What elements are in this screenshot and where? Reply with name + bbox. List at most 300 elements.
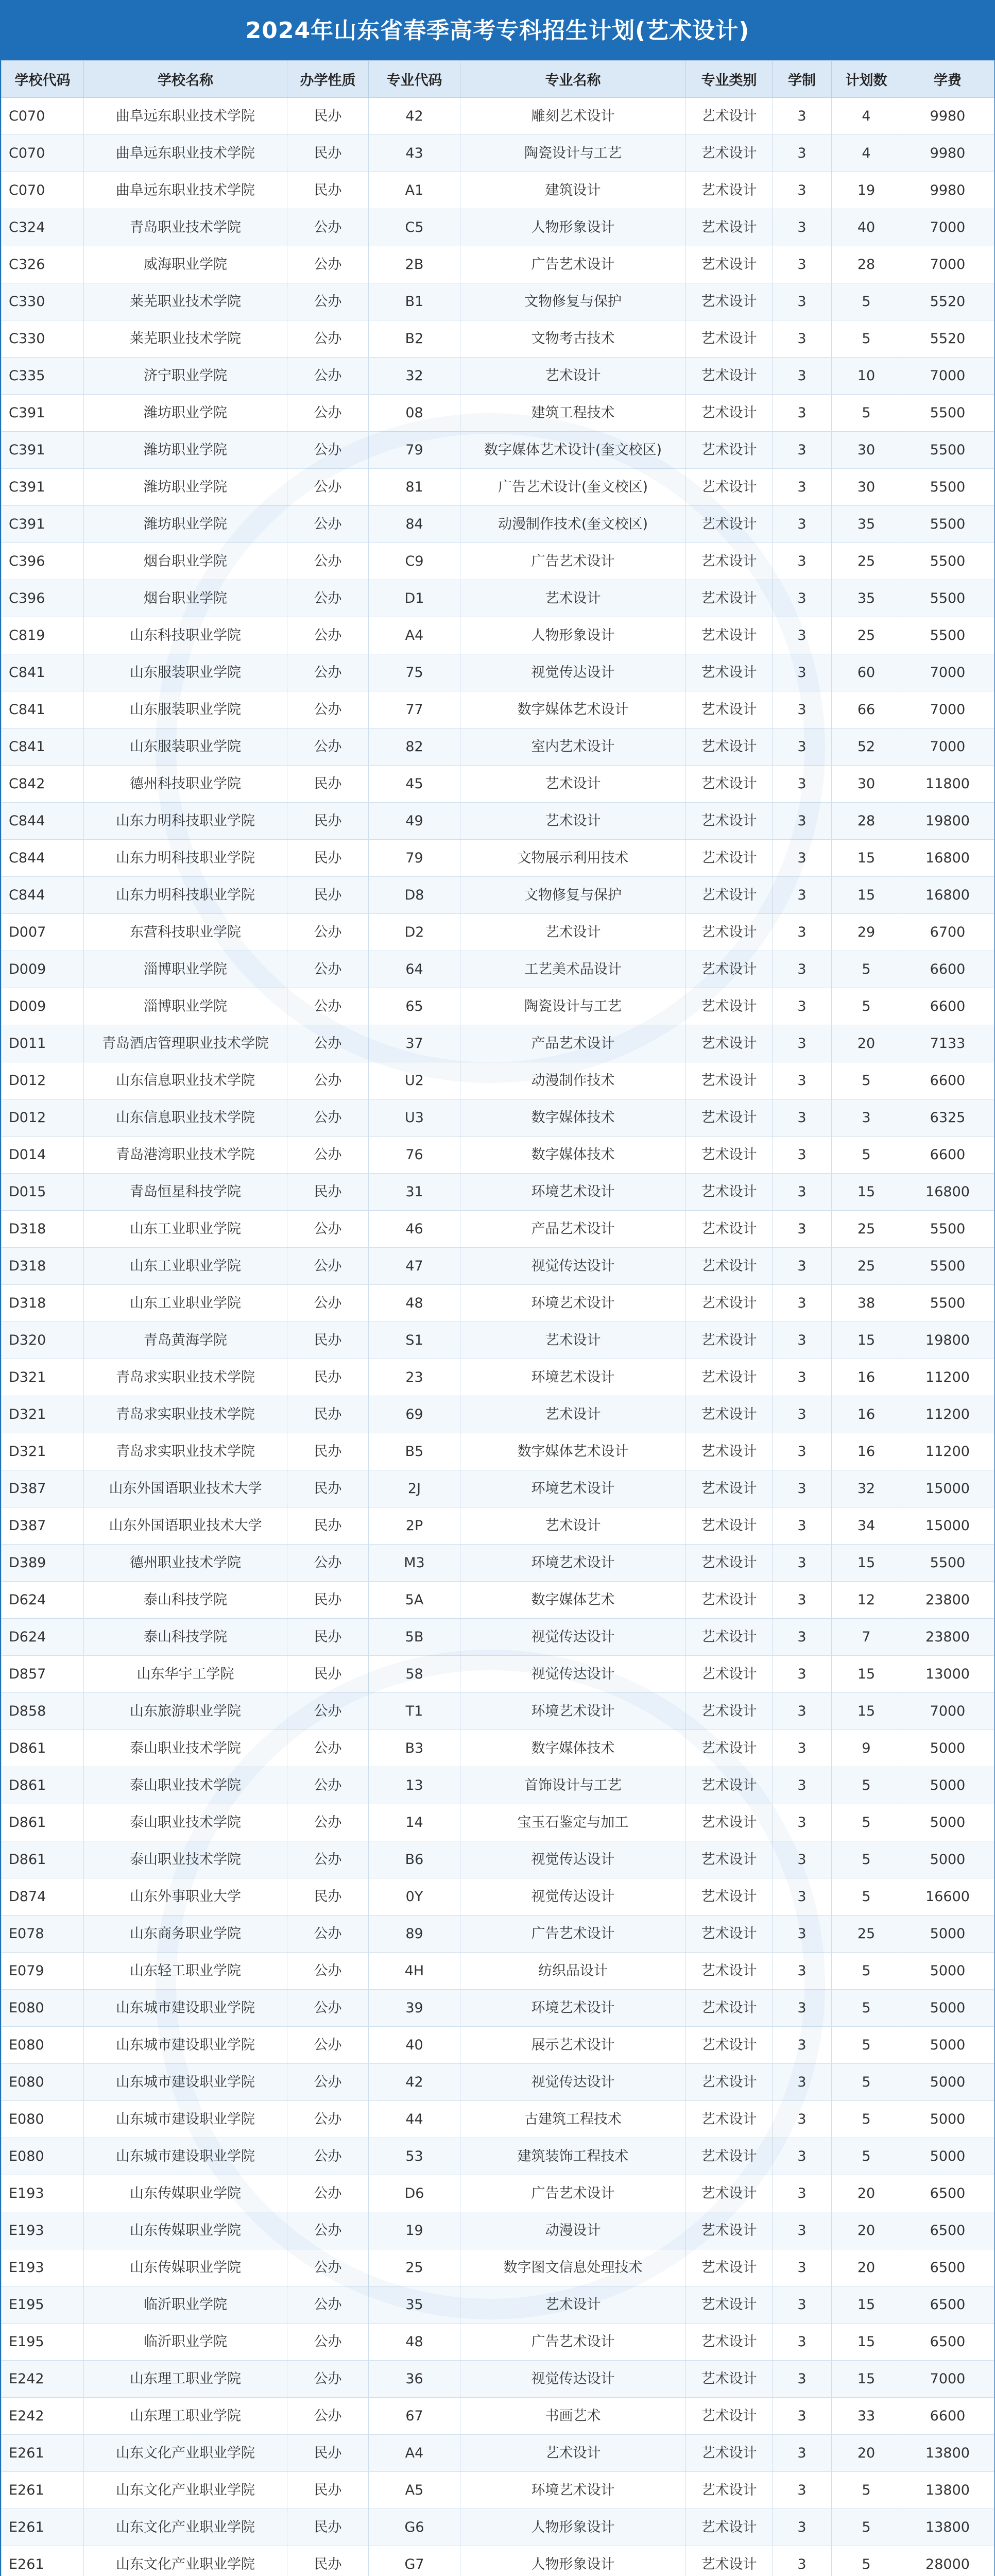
duration-cell: 3 bbox=[773, 1693, 832, 1730]
major-category-cell: 艺术设计 bbox=[686, 506, 773, 543]
tuition-cell: 9980 bbox=[901, 172, 994, 209]
major-code-cell: M3 bbox=[369, 1545, 460, 1582]
tuition-cell: 7000 bbox=[901, 728, 994, 766]
table-row bbox=[2, 2324, 994, 2361]
school-type-cell: 公办 bbox=[287, 1062, 369, 1099]
duration-cell: 3 bbox=[773, 914, 832, 951]
school-type-cell: 民办 bbox=[287, 1470, 369, 1507]
school-name-cell: 泰山职业技术学院 bbox=[84, 1804, 287, 1841]
school-name-cell: 青岛恒星科技学院 bbox=[84, 1174, 287, 1211]
major-code-cell: 43 bbox=[369, 135, 460, 172]
school-type-cell: 公办 bbox=[287, 691, 369, 728]
major-name-cell: 雕刻艺术设计 bbox=[460, 98, 686, 135]
tuition-cell: 16600 bbox=[901, 1878, 994, 1916]
school-type-cell: 公办 bbox=[287, 2175, 369, 2212]
major-name-cell: 数字媒体技术 bbox=[460, 1099, 686, 1137]
major-name-cell: 视觉传达设计 bbox=[460, 2064, 686, 2101]
tuition-cell: 6600 bbox=[901, 1062, 994, 1099]
plan-count-cell: 16 bbox=[832, 1433, 901, 1470]
school-name-cell: 莱芜职业技术学院 bbox=[84, 320, 287, 358]
table-row bbox=[2, 320, 994, 358]
tuition-cell: 6500 bbox=[901, 2286, 994, 2324]
duration-cell: 3 bbox=[773, 1545, 832, 1582]
major-name-cell: 视觉传达设计 bbox=[460, 1841, 686, 1878]
duration-cell: 3 bbox=[773, 283, 832, 320]
major-name-cell: 环境艺术设计 bbox=[460, 1359, 686, 1396]
plan-count-cell: 3 bbox=[832, 1099, 901, 1137]
school-code-cell: E193 bbox=[2, 2212, 84, 2249]
tuition-cell: 6600 bbox=[901, 2398, 994, 2435]
major-code-cell: A5 bbox=[369, 2472, 460, 2509]
major-code-cell: B3 bbox=[369, 1730, 460, 1767]
major-code-cell: U2 bbox=[369, 1062, 460, 1099]
table-row bbox=[2, 172, 994, 209]
table-row bbox=[2, 2249, 994, 2286]
plan-count-cell: 5 bbox=[832, 2027, 901, 2064]
duration-cell: 3 bbox=[773, 1359, 832, 1396]
duration-cell: 3 bbox=[773, 1804, 832, 1841]
major-code-cell: 08 bbox=[369, 395, 460, 432]
major-name-cell: 工艺美术品设计 bbox=[460, 951, 686, 988]
major-name-cell: 环境艺术设计 bbox=[460, 1285, 686, 1322]
major-code-cell: 45 bbox=[369, 766, 460, 803]
plan-count-cell: 15 bbox=[832, 840, 901, 877]
school-type-cell: 公办 bbox=[287, 2398, 369, 2435]
major-category-cell: 艺术设计 bbox=[686, 135, 773, 172]
major-category-cell: 艺术设计 bbox=[686, 2212, 773, 2249]
major-name-cell: 建筑工程技术 bbox=[460, 395, 686, 432]
school-code-cell: C391 bbox=[2, 469, 84, 506]
school-name-cell: 德州职业技术学院 bbox=[84, 1545, 287, 1582]
duration-cell: 3 bbox=[773, 1174, 832, 1211]
school-type-cell: 公办 bbox=[287, 654, 369, 691]
school-type-cell: 公办 bbox=[287, 1211, 369, 1248]
school-name-cell: 山东理工职业学院 bbox=[84, 2361, 287, 2398]
table-row bbox=[2, 1953, 994, 1990]
school-code-cell: D321 bbox=[2, 1433, 84, 1470]
table-row bbox=[2, 358, 994, 395]
tuition-cell: 6600 bbox=[901, 988, 994, 1025]
major-code-cell: B6 bbox=[369, 1841, 460, 1878]
school-code-cell: E242 bbox=[2, 2398, 84, 2435]
major-code-cell: 82 bbox=[369, 728, 460, 766]
major-name-cell: 数字媒体技术 bbox=[460, 1137, 686, 1174]
tuition-cell: 5000 bbox=[901, 1990, 994, 2027]
school-code-cell: C396 bbox=[2, 543, 84, 580]
school-type-cell: 民办 bbox=[287, 877, 369, 914]
school-name-cell: 山东华宇工学院 bbox=[84, 1656, 287, 1693]
major-name-cell: 书画艺术 bbox=[460, 2398, 686, 2435]
duration-cell: 3 bbox=[773, 358, 832, 395]
table-row bbox=[2, 543, 994, 580]
major-name-cell: 艺术设计 bbox=[460, 2286, 686, 2324]
major-name-cell: 环境艺术设计 bbox=[460, 2472, 686, 2509]
school-code-cell: D858 bbox=[2, 1693, 84, 1730]
tuition-cell: 16800 bbox=[901, 877, 994, 914]
major-name-cell: 数字媒体技术 bbox=[460, 1730, 686, 1767]
duration-cell: 3 bbox=[773, 2101, 832, 2138]
table-row bbox=[2, 98, 994, 135]
plan-count-cell: 25 bbox=[832, 1916, 901, 1953]
major-category-cell: 艺术设计 bbox=[686, 1025, 773, 1062]
duration-cell: 3 bbox=[773, 1470, 832, 1507]
duration-cell: 3 bbox=[773, 2249, 832, 2286]
duration-cell: 3 bbox=[773, 1099, 832, 1137]
school-name-cell: 淄博职业学院 bbox=[84, 988, 287, 1025]
school-name-cell: 山东文化产业职业学院 bbox=[84, 2435, 287, 2472]
major-category-cell: 艺术设计 bbox=[686, 617, 773, 654]
school-type-cell: 公办 bbox=[287, 1137, 369, 1174]
table-row bbox=[2, 2435, 994, 2472]
tuition-cell: 19800 bbox=[901, 803, 994, 840]
school-type-cell: 公办 bbox=[287, 1804, 369, 1841]
school-type-cell: 公办 bbox=[287, 2286, 369, 2324]
tuition-cell: 5500 bbox=[901, 1248, 994, 1285]
plan-count-cell: 30 bbox=[832, 469, 901, 506]
school-name-cell: 潍坊职业学院 bbox=[84, 469, 287, 506]
tuition-cell: 23800 bbox=[901, 1582, 994, 1619]
school-code-cell: C844 bbox=[2, 803, 84, 840]
school-type-cell: 公办 bbox=[287, 1953, 369, 1990]
plan-count-cell: 28 bbox=[832, 803, 901, 840]
school-code-cell: D318 bbox=[2, 1285, 84, 1322]
plan-count-cell: 15 bbox=[832, 2361, 901, 2398]
plan-count-cell: 15 bbox=[832, 1322, 901, 1359]
school-name-cell: 泰山职业技术学院 bbox=[84, 1767, 287, 1804]
major-name-cell: 艺术设计 bbox=[460, 766, 686, 803]
tuition-cell: 5500 bbox=[901, 395, 994, 432]
major-name-cell: 环境艺术设计 bbox=[460, 1470, 686, 1507]
school-code-cell: D318 bbox=[2, 1211, 84, 1248]
major-code-cell: D6 bbox=[369, 2175, 460, 2212]
major-code-cell: 13 bbox=[369, 1767, 460, 1804]
duration-cell: 3 bbox=[773, 98, 832, 135]
school-type-cell: 公办 bbox=[287, 246, 369, 283]
tuition-cell: 7000 bbox=[901, 358, 994, 395]
school-name-cell: 山东文化产业职业学院 bbox=[84, 2509, 287, 2546]
duration-cell: 3 bbox=[773, 1507, 832, 1545]
school-code-cell: E193 bbox=[2, 2175, 84, 2212]
table-row bbox=[2, 135, 994, 172]
school-code-cell: D861 bbox=[2, 1841, 84, 1878]
school-code-cell: E261 bbox=[2, 2546, 84, 2576]
column-header-major-category: 专业类别 bbox=[686, 61, 773, 98]
duration-cell: 3 bbox=[773, 469, 832, 506]
school-type-cell: 民办 bbox=[287, 2435, 369, 2472]
tuition-cell: 7000 bbox=[901, 246, 994, 283]
duration-cell: 3 bbox=[773, 246, 832, 283]
duration-cell: 3 bbox=[773, 2212, 832, 2249]
plan-count-cell: 40 bbox=[832, 209, 901, 246]
school-type-cell: 民办 bbox=[287, 2472, 369, 2509]
school-name-cell: 临沂职业学院 bbox=[84, 2286, 287, 2324]
school-code-cell: C391 bbox=[2, 395, 84, 432]
school-name-cell: 潍坊职业学院 bbox=[84, 506, 287, 543]
table-row bbox=[2, 580, 994, 617]
school-type-cell: 民办 bbox=[287, 1396, 369, 1433]
major-category-cell: 艺术设计 bbox=[686, 1916, 773, 1953]
school-name-cell: 莱芜职业技术学院 bbox=[84, 283, 287, 320]
school-code-cell: E193 bbox=[2, 2249, 84, 2286]
school-name-cell: 山东外国语职业技术大学 bbox=[84, 1507, 287, 1545]
column-header-duration: 学制 bbox=[773, 61, 832, 98]
major-name-cell: 视觉传达设计 bbox=[460, 2361, 686, 2398]
school-type-cell: 公办 bbox=[287, 543, 369, 580]
school-name-cell: 山东城市建设职业学院 bbox=[84, 2101, 287, 2138]
major-name-cell: 文物修复与保护 bbox=[460, 877, 686, 914]
duration-cell: 3 bbox=[773, 2027, 832, 2064]
plan-count-cell: 25 bbox=[832, 543, 901, 580]
school-code-cell: C070 bbox=[2, 135, 84, 172]
column-header-major-code: 专业代码 bbox=[369, 61, 460, 98]
duration-cell: 3 bbox=[773, 2398, 832, 2435]
table-row bbox=[2, 1211, 994, 1248]
tuition-cell: 5520 bbox=[901, 283, 994, 320]
school-type-cell: 民办 bbox=[287, 1174, 369, 1211]
table-body bbox=[2, 98, 994, 2576]
table-row bbox=[2, 1804, 994, 1841]
plan-count-cell: 15 bbox=[832, 1174, 901, 1211]
school-type-cell: 公办 bbox=[287, 1545, 369, 1582]
major-name-cell: 纺织品设计 bbox=[460, 1953, 686, 1990]
table-row bbox=[2, 2027, 994, 2064]
duration-cell: 3 bbox=[773, 1582, 832, 1619]
major-name-cell: 艺术设计 bbox=[460, 1507, 686, 1545]
school-code-cell: D389 bbox=[2, 1545, 84, 1582]
major-category-cell: 艺术设计 bbox=[686, 172, 773, 209]
duration-cell: 3 bbox=[773, 320, 832, 358]
school-code-cell: C844 bbox=[2, 840, 84, 877]
major-category-cell: 艺术设计 bbox=[686, 1693, 773, 1730]
plan-count-cell: 5 bbox=[832, 1953, 901, 1990]
major-name-cell: 建筑设计 bbox=[460, 172, 686, 209]
table-row bbox=[2, 951, 994, 988]
plan-count-cell: 33 bbox=[832, 2398, 901, 2435]
table-row bbox=[2, 1767, 994, 1804]
plan-count-cell: 16 bbox=[832, 1396, 901, 1433]
table-row bbox=[2, 2398, 994, 2435]
tuition-cell: 11200 bbox=[901, 1433, 994, 1470]
tuition-cell: 5000 bbox=[901, 1767, 994, 1804]
major-category-cell: 艺术设计 bbox=[686, 1582, 773, 1619]
school-code-cell: E242 bbox=[2, 2361, 84, 2398]
major-name-cell: 首饰设计与工艺 bbox=[460, 1767, 686, 1804]
school-type-cell: 公办 bbox=[287, 358, 369, 395]
major-code-cell: 58 bbox=[369, 1656, 460, 1693]
major-category-cell: 艺术设计 bbox=[686, 1730, 773, 1767]
school-code-cell: C324 bbox=[2, 209, 84, 246]
duration-cell: 3 bbox=[773, 951, 832, 988]
column-header-school-type: 办学性质 bbox=[287, 61, 369, 98]
plan-count-cell: 5 bbox=[832, 2472, 901, 2509]
major-name-cell: 艺术设计 bbox=[460, 1322, 686, 1359]
duration-cell: 3 bbox=[773, 1062, 832, 1099]
plan-count-cell: 15 bbox=[832, 1545, 901, 1582]
school-code-cell: C330 bbox=[2, 283, 84, 320]
school-name-cell: 山东工业职业学院 bbox=[84, 1248, 287, 1285]
school-code-cell: C070 bbox=[2, 172, 84, 209]
major-name-cell: 艺术设计 bbox=[460, 1396, 686, 1433]
duration-cell: 3 bbox=[773, 1248, 832, 1285]
school-name-cell: 潍坊职业学院 bbox=[84, 395, 287, 432]
major-code-cell: 5B bbox=[369, 1619, 460, 1656]
major-name-cell: 人物形象设计 bbox=[460, 2546, 686, 2576]
plan-count-cell: 5 bbox=[832, 283, 901, 320]
major-category-cell: 艺术设计 bbox=[686, 2175, 773, 2212]
duration-cell: 3 bbox=[773, 1211, 832, 1248]
school-code-cell: C070 bbox=[2, 98, 84, 135]
plan-count-cell: 5 bbox=[832, 1137, 901, 1174]
tuition-cell: 15000 bbox=[901, 1507, 994, 1545]
plan-count-cell: 25 bbox=[832, 1211, 901, 1248]
tuition-cell: 7000 bbox=[901, 691, 994, 728]
school-name-cell: 青岛职业技术学院 bbox=[84, 209, 287, 246]
tuition-cell: 5000 bbox=[901, 1841, 994, 1878]
major-category-cell: 艺术设计 bbox=[686, 728, 773, 766]
tuition-cell: 5500 bbox=[901, 1285, 994, 1322]
duration-cell: 3 bbox=[773, 209, 832, 246]
major-code-cell: 42 bbox=[369, 98, 460, 135]
school-name-cell: 山东城市建设职业学院 bbox=[84, 2064, 287, 2101]
school-name-cell: 山东旅游职业学院 bbox=[84, 1693, 287, 1730]
school-name-cell: 山东力明科技职业学院 bbox=[84, 803, 287, 840]
plan-count-cell: 16 bbox=[832, 1359, 901, 1396]
tuition-cell: 28000 bbox=[901, 2546, 994, 2576]
tuition-cell: 6500 bbox=[901, 2249, 994, 2286]
duration-cell: 3 bbox=[773, 506, 832, 543]
major-name-cell: 广告艺术设计 bbox=[460, 2175, 686, 2212]
school-type-cell: 公办 bbox=[287, 951, 369, 988]
school-name-cell: 淄博职业学院 bbox=[84, 951, 287, 988]
plan-count-cell: 10 bbox=[832, 358, 901, 395]
plan-count-cell: 5 bbox=[832, 988, 901, 1025]
major-code-cell: 2P bbox=[369, 1507, 460, 1545]
school-type-cell: 民办 bbox=[287, 98, 369, 135]
school-name-cell: 临沂职业学院 bbox=[84, 2324, 287, 2361]
school-code-cell: C841 bbox=[2, 654, 84, 691]
table-row bbox=[2, 1433, 994, 1470]
school-type-cell: 公办 bbox=[287, 2138, 369, 2175]
major-category-cell: 艺术设计 bbox=[686, 988, 773, 1025]
major-name-cell: 数字媒体艺术设计 bbox=[460, 691, 686, 728]
tuition-cell: 6700 bbox=[901, 914, 994, 951]
major-name-cell: 数字媒体艺术设计 bbox=[460, 1433, 686, 1470]
duration-cell: 3 bbox=[773, 432, 832, 469]
table-row bbox=[2, 209, 994, 246]
school-code-cell: D861 bbox=[2, 1730, 84, 1767]
duration-cell: 3 bbox=[773, 1841, 832, 1878]
table-row bbox=[2, 1730, 994, 1767]
school-code-cell: E078 bbox=[2, 1916, 84, 1953]
table-row bbox=[2, 1174, 994, 1211]
plan-count-cell: 7 bbox=[832, 1619, 901, 1656]
tuition-cell: 5500 bbox=[901, 469, 994, 506]
major-name-cell: 动漫制作技术(奎文校区) bbox=[460, 506, 686, 543]
tuition-cell: 6600 bbox=[901, 951, 994, 988]
table-row bbox=[2, 1099, 994, 1137]
school-code-cell: C391 bbox=[2, 506, 84, 543]
major-category-cell: 艺术设计 bbox=[686, 2324, 773, 2361]
school-type-cell: 民办 bbox=[287, 1878, 369, 1916]
table-row bbox=[2, 728, 994, 766]
school-name-cell: 曲阜远东职业技术学院 bbox=[84, 135, 287, 172]
major-name-cell: 数字媒体艺术 bbox=[460, 1582, 686, 1619]
major-code-cell: 23 bbox=[369, 1359, 460, 1396]
duration-cell: 3 bbox=[773, 1433, 832, 1470]
duration-cell: 3 bbox=[773, 654, 832, 691]
school-code-cell: C396 bbox=[2, 580, 84, 617]
major-code-cell: 2B bbox=[369, 246, 460, 283]
table-row bbox=[2, 877, 994, 914]
plan-count-cell: 34 bbox=[832, 1507, 901, 1545]
major-name-cell: 数字媒体艺术设计(奎文校区) bbox=[460, 432, 686, 469]
table-row bbox=[2, 1878, 994, 1916]
tuition-cell: 5500 bbox=[901, 1545, 994, 1582]
school-type-cell: 公办 bbox=[287, 1693, 369, 1730]
tuition-cell: 16800 bbox=[901, 1174, 994, 1211]
school-type-cell: 民办 bbox=[287, 1433, 369, 1470]
school-type-cell: 公办 bbox=[287, 2101, 369, 2138]
table-header-row bbox=[2, 61, 994, 98]
major-name-cell: 人物形象设计 bbox=[460, 617, 686, 654]
plan-count-cell: 9 bbox=[832, 1730, 901, 1767]
plan-count-cell: 15 bbox=[832, 877, 901, 914]
school-code-cell: E079 bbox=[2, 1953, 84, 1990]
plan-count-cell: 30 bbox=[832, 766, 901, 803]
school-name-cell: 曲阜远东职业技术学院 bbox=[84, 98, 287, 135]
duration-cell: 3 bbox=[773, 1025, 832, 1062]
school-type-cell: 民办 bbox=[287, 1656, 369, 1693]
school-name-cell: 济宁职业学院 bbox=[84, 358, 287, 395]
major-code-cell: 77 bbox=[369, 691, 460, 728]
school-name-cell: 青岛黄海学院 bbox=[84, 1322, 287, 1359]
tuition-cell: 13800 bbox=[901, 2472, 994, 2509]
duration-cell: 3 bbox=[773, 1322, 832, 1359]
school-name-cell: 山东服装职业学院 bbox=[84, 691, 287, 728]
major-code-cell: C5 bbox=[369, 209, 460, 246]
duration-cell: 3 bbox=[773, 1990, 832, 2027]
duration-cell: 3 bbox=[773, 1878, 832, 1916]
table-row bbox=[2, 432, 994, 469]
major-code-cell: 35 bbox=[369, 2286, 460, 2324]
school-name-cell: 山东轻工职业学院 bbox=[84, 1953, 287, 1990]
major-name-cell: 广告艺术设计 bbox=[460, 1916, 686, 1953]
major-code-cell: T1 bbox=[369, 1693, 460, 1730]
table-row bbox=[2, 1582, 994, 1619]
duration-cell: 3 bbox=[773, 2286, 832, 2324]
major-category-cell: 艺术设计 bbox=[686, 766, 773, 803]
tuition-cell: 5520 bbox=[901, 320, 994, 358]
plan-count-cell: 35 bbox=[832, 506, 901, 543]
plan-count-cell: 5 bbox=[832, 2138, 901, 2175]
plan-count-cell: 32 bbox=[832, 1470, 901, 1507]
plan-count-cell: 15 bbox=[832, 1656, 901, 1693]
school-name-cell: 山东传媒职业学院 bbox=[84, 2175, 287, 2212]
table-row bbox=[2, 617, 994, 654]
tuition-cell: 11200 bbox=[901, 1359, 994, 1396]
school-type-cell: 公办 bbox=[287, 1916, 369, 1953]
major-code-cell: S1 bbox=[369, 1322, 460, 1359]
plan-count-cell: 5 bbox=[832, 320, 901, 358]
school-code-cell: D387 bbox=[2, 1507, 84, 1545]
major-code-cell: G7 bbox=[369, 2546, 460, 2576]
major-code-cell: 42 bbox=[369, 2064, 460, 2101]
tuition-cell: 19800 bbox=[901, 1322, 994, 1359]
school-type-cell: 民办 bbox=[287, 2509, 369, 2546]
plan-count-cell: 5 bbox=[832, 1878, 901, 1916]
table-row bbox=[2, 2509, 994, 2546]
plan-count-cell: 5 bbox=[832, 1841, 901, 1878]
